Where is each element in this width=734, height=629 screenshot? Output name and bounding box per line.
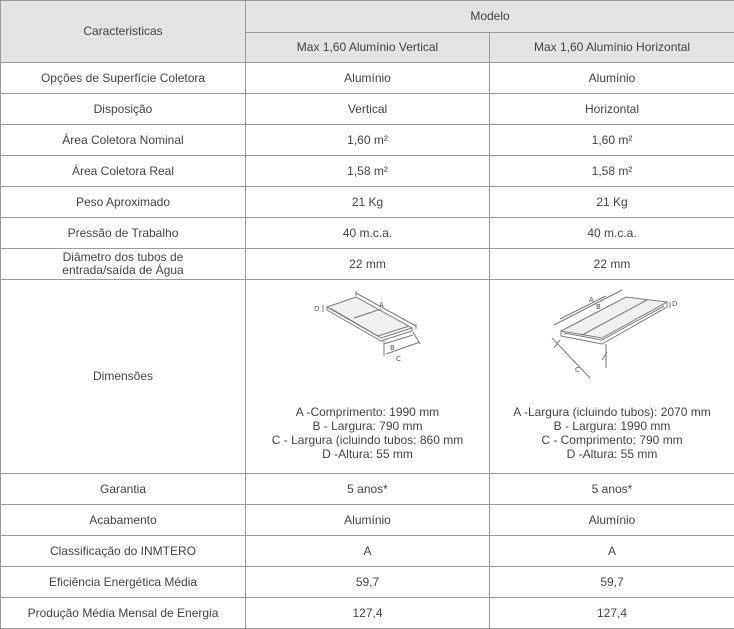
- diagram-letter-d: D: [314, 305, 320, 313]
- diagram-letter-c: C: [575, 366, 580, 374]
- row-label: Eficiência Energética Média: [1, 567, 246, 598]
- dimensions-vertical-text: [250, 405, 485, 461]
- diagram-letter-b: B: [390, 344, 395, 352]
- diagram-letter-a: A: [379, 301, 384, 309]
- diagram-letter-a: A: [589, 296, 594, 304]
- row-value-vertical: 5 anos*: [246, 474, 490, 505]
- row-value-vertical: 59,7: [246, 567, 490, 598]
- table-row: [1, 249, 734, 280]
- diagram-letter-d: D: [672, 300, 678, 308]
- row-value-horizontal: 1,60 m²: [490, 125, 734, 156]
- row-value-horizontal: Horizontal: [490, 94, 734, 125]
- row-value-vertical: 21 Kg: [246, 187, 490, 218]
- row-value-horizontal: A: [490, 536, 734, 567]
- table-row: [1, 63, 734, 94]
- row-value-horizontal: 1,58 m²: [490, 156, 734, 187]
- dimensions-vertical-cell: [246, 280, 490, 474]
- row-value-horizontal: 21 Kg: [490, 187, 734, 218]
- dimension-line: C - Comprimento: 790 mm: [541, 433, 683, 447]
- diagram-letter-b: B: [596, 303, 601, 311]
- dimension-tick-c: [413, 332, 420, 344]
- dimension-line: A -Largura (icluindo tubos): 2070 mm: [513, 405, 711, 419]
- row-value-vertical: Vertical: [246, 94, 490, 125]
- dimension-line-c: [552, 338, 590, 378]
- row-value-vertical: Alumínio: [246, 63, 490, 94]
- dimension-line: D -Altura: 55 mm: [566, 447, 658, 461]
- dimension-line: B - Largura: 1990 mm: [553, 419, 671, 433]
- table-row: [1, 187, 734, 218]
- diagram-letter-c: C: [396, 355, 401, 363]
- row-value-vertical: Alumínio: [246, 505, 490, 536]
- row-value-horizontal: 22 mm: [490, 249, 734, 280]
- dimension-line-b: [384, 335, 413, 344]
- table-row: [1, 474, 734, 505]
- dimension-line: B - Largura: 790 mm: [312, 419, 423, 433]
- row-value-horizontal: Alumínio: [490, 505, 734, 536]
- dimensions-horizontal-cell: [490, 280, 734, 474]
- row-value-horizontal: Alumínio: [490, 63, 734, 94]
- row-value-vertical: 22 mm: [246, 249, 490, 280]
- dimension-line: D -Altura: 55 mm: [322, 447, 413, 461]
- table-row-dimensions: [1, 280, 734, 474]
- row-value-vertical: 1,60 m²: [246, 125, 490, 156]
- row-label: Pressão de Trabalho: [1, 218, 246, 249]
- table-row: [1, 94, 734, 125]
- dimension-line: C - Largura (icluindo tubos: 860 mm: [271, 433, 464, 447]
- header-col-horizontal: Max 1,60 Alumínio Horizontal: [490, 33, 734, 63]
- row-label: Disposição: [1, 94, 246, 125]
- header-model: Modelo: [246, 1, 734, 33]
- row-value-horizontal: 40 m.c.a.: [490, 218, 734, 249]
- row-label-line: Diâmetro dos tubos de: [62, 250, 184, 264]
- collector-vertical-diagram: [250, 280, 486, 400]
- row-label: Área Coletora Real: [1, 156, 246, 187]
- table-row: [1, 218, 734, 249]
- row-label: Produção Média Mensal de Energia: [1, 598, 246, 629]
- collector-horizontal-diagram: [494, 280, 730, 400]
- row-value-vertical: A: [246, 536, 490, 567]
- row-value-horizontal: 5 anos*: [490, 474, 734, 505]
- table-row: [1, 156, 734, 187]
- row-label: [1, 249, 246, 280]
- row-value-vertical: 127,4: [246, 598, 490, 629]
- table-row: [1, 536, 734, 567]
- table-row: [1, 598, 734, 629]
- row-label: Área Coletora Nominal: [1, 125, 246, 156]
- row-value-horizontal: 127,4: [490, 598, 734, 629]
- row-label: Garantia: [1, 474, 246, 505]
- table-row: [1, 567, 734, 598]
- row-label: Dimensões: [1, 280, 246, 474]
- header-col-vertical: Max 1,60 Alumínio Vertical: [246, 33, 490, 63]
- dimension-line: A -Comprimento: 1990 mm: [295, 405, 440, 419]
- row-label-line: entrada/saída de Água: [62, 263, 184, 277]
- table-row: [1, 125, 734, 156]
- row-label: Classificação do INMTERO: [1, 536, 246, 567]
- header-characteristics: Caracteristicas: [1, 1, 246, 63]
- dimensions-horizontal-text: [494, 405, 730, 461]
- row-value-vertical: 1,58 m²: [246, 156, 490, 187]
- row-label: Opções de Superfície Coletora: [1, 63, 246, 94]
- row-label: Acabamento: [1, 505, 246, 536]
- table-row: [1, 505, 734, 536]
- row-label: Peso Aproximado: [1, 187, 246, 218]
- row-value-vertical: 40 m.c.a.: [246, 218, 490, 249]
- row-value-horizontal: 59,7: [490, 567, 734, 598]
